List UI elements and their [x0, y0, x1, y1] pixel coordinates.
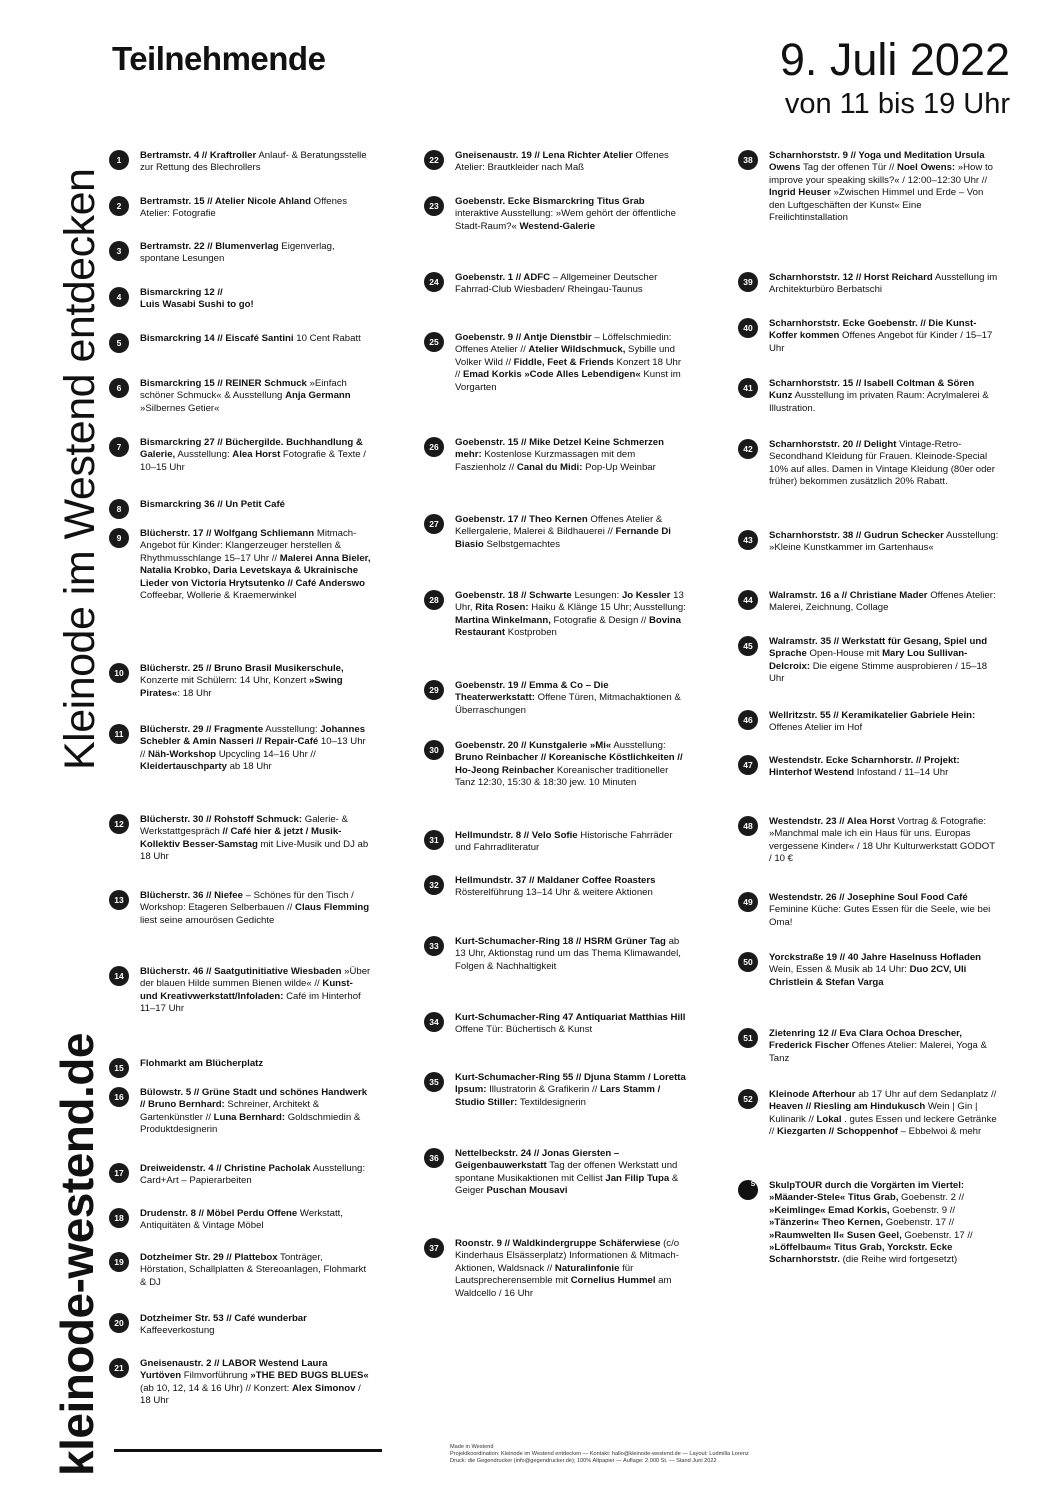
vertical-title: Kleinode im Westend entdecken: [56, 168, 104, 770]
entry-number-badge: 8: [109, 499, 129, 519]
participant-entry: [424, 1148, 686, 1198]
entry-number-badge: 45: [738, 636, 758, 656]
entry-number-badge: 27: [424, 514, 444, 534]
participant-entry: [109, 890, 371, 927]
entry-text: Goebenstr. 1 // ADFC – Allgemeiner Deutscher Fahrrad-Club Wiesbaden/ Rheingau-Taunus: [455, 272, 658, 296]
participant-entry: [424, 830, 686, 855]
participant-entry: [738, 1028, 1000, 1065]
entry-number-badge: 29: [424, 680, 444, 700]
entry-number-badge: 38: [738, 150, 758, 170]
entry-number-badge: 26: [424, 437, 444, 457]
participant-entry: [109, 437, 371, 474]
participant-entry: [738, 318, 1000, 355]
participant-entry: [109, 528, 371, 602]
entry-text: Roonstr. 9 // Waldkindergruppe Schäferwiese (c/o Kinderhaus Elsässerplatz) Informationen & Mitmach-Aktionen, Waldsnack // Naturalinfonie für Lautsprecherensemble mit Cornelius Hummel am Waldcello / 16 Uhr: [455, 1238, 680, 1299]
entry-number-badge: 9: [109, 528, 129, 548]
entry-number-badge: 39: [738, 272, 758, 292]
entry-number-badge: 24: [424, 272, 444, 292]
participant-entry: [424, 936, 686, 973]
participant-entry: [424, 680, 686, 717]
participant-entry: [424, 514, 686, 551]
entry-text: Gneisenaustr. 19 // Lena Richter Atelier Offenes Atelier: Brautkleider nach Maß: [455, 150, 669, 174]
entry-number-badge: 7: [109, 437, 129, 457]
entry-text: Walramstr. 35 // Werkstatt für Gesang, Spiel und Sprache Open-House mit Mary Lou Sullivan-Delcroix: Die eigene Stimme ausprobieren / 15–18 Uhr: [769, 636, 988, 685]
entry-number-badge: 48: [738, 816, 758, 836]
participant-entry: [109, 196, 371, 221]
entry-number-badge: 49: [738, 892, 758, 912]
entry-text: Goebenstr. 17 // Theo Kernen Offenes Atelier & Kellergalerie, Malerei & Bildhauerei // Fernande Di Biasio Selbstgemachtes: [455, 514, 671, 550]
entry-text: Blücherstr. 30 // Rohstoff Schmuck: Galerie- & Werkstattgespräch // Café hier & jetzt / Musik-Kollektiv Besser-Samstag mit Live-Musik und DJ ab 18 Uhr: [140, 814, 369, 863]
entry-number-badge: 34: [424, 1012, 444, 1032]
participant-entry: [424, 1072, 686, 1109]
participant-entry: [109, 1208, 371, 1233]
entry-text: Scharnhorststr. 15 // Isabell Coltman & Sören Kunz Ausstellung im privaten Raum: Acrylmalerei & Illustration.: [769, 378, 989, 414]
participant-entry: [109, 1163, 371, 1188]
entry-text: Dreiweidenstr. 4 // Christine Pacholak Ausstellung: Card+Art – Papierarbeiten: [140, 1163, 366, 1187]
participant-entry: [424, 437, 686, 474]
entry-number-badge: 31: [424, 830, 444, 850]
entry-number-badge: 28: [424, 590, 444, 610]
participant-entry: [738, 150, 1000, 224]
participant-entry: [738, 710, 1000, 735]
entry-number-badge: 21: [109, 1358, 129, 1378]
event-date: 9. Juli 2022: [779, 34, 1010, 85]
participant-entry: [109, 499, 371, 514]
entry-text: Goebenstr. 20 // Kunstgalerie »Mi« Ausstellung: Bruno Reinbacher // Koreanische Köstlichkeiten // Ho-Jeong Reinbacher Koreanischer traditioneller Tanz 12:30, 15:30 & 18:30 jew. 10 Minuten: [455, 740, 683, 789]
participant-entry: [424, 196, 686, 233]
entry-text: Drudenstr. 8 // Möbel Perdu Offene Werkstatt, Antiquitäten & Vintage Möbel: [140, 1208, 343, 1232]
participant-entry: [109, 150, 371, 175]
participant-entry: [738, 1180, 1000, 1267]
entry-number-badge: 11: [109, 724, 129, 744]
participant-entry: [109, 1087, 371, 1137]
entry-text: Goebenstr. Ecke Bismarckring Titus Grab interaktive Ausstellung: »Wem gehört der öffentliche Stadt-Raum?« Westend-Galerie: [455, 196, 676, 232]
participant-entry: [109, 1313, 371, 1338]
footer-line: Made in Westend: [450, 1444, 494, 1450]
entry-text: Goebenstr. 15 // Mike Detzel Keine Schmerzen mehr: Kostenlose Kurzmassagen mit dem Faszienholz // Canal du Midi: Pop-Up Weinbar: [455, 437, 665, 473]
participant-entry: [424, 1238, 686, 1300]
entry-number-badge: 1: [109, 150, 129, 170]
entry-text: Goebenstr. 19 // Emma & Co – Die Theaterwerkstatt: Offene Türen, Mitmachaktionen & Überraschungen: [455, 680, 681, 716]
entry-text: Scharnhorststr. Ecke Goebenstr. // Die Kunst-Koffer kommen Offenes Angebot für Kinder / 15–17 Uhr: [769, 318, 993, 354]
participant-entry: [109, 724, 371, 774]
entry-number-badge: 44: [738, 590, 758, 610]
entry-text: Bertramstr. 22 // Blumenverlag Eigenverlag, spontane Lesungen: [140, 241, 335, 265]
participant-entry: [738, 952, 1000, 989]
entry-text: Gneisenaustr. 2 // LABOR Westend Laura Yurtöven Filmvorführung »THE BED BUGS BLUES« (ab 10, 12, 14 & 16 Uhr) // Konzert: Alex Simonov / 18 Uhr: [140, 1358, 369, 1407]
entry-number-badge: 22: [424, 150, 444, 170]
entry-number-badge: 14: [109, 966, 129, 986]
entry-number-badge: 12: [109, 814, 129, 834]
participant-entry: [109, 1358, 371, 1408]
entry-text: Goebenstr. 18 // Schwarte Lesungen: Jo Kessler 13 Uhr, Rita Rosen: Haiku & Klänge 15 Uhr; Ausstellung: Martina Winkelmann, Fotografie & Design // Bovina Restaurant Kostproben: [455, 590, 686, 639]
entry-text: Bismarckring 36 // Un Petit Café: [140, 499, 286, 510]
entry-text: Bismarckring 27 // Büchergilde. Buchhandlung & Galerie, Ausstellung: Alea Horst Fotografie & Texte / 10–15 Uhr: [140, 437, 366, 473]
entry-number-badge: 20: [109, 1313, 129, 1333]
entry-text: Westendstr. 26 // Josephine Soul Food Café Feminine Küche: Gutes Essen für die Seele, wie bei Oma!: [769, 892, 991, 928]
participant-entry: [738, 530, 1000, 555]
entry-text: Scharnhorststr. 12 // Horst Reichard Ausstellung im Architekturbüro Berbatschi: [769, 272, 998, 296]
entry-number-badge: 32: [424, 875, 444, 895]
entry-number-badge: 15: [109, 1058, 129, 1078]
footer: [450, 1444, 890, 1466]
entry-text: Bismarckring 12 // Luis Wasabi Sushi to go!: [140, 287, 254, 311]
vertical-url: kleinode-westend.de: [51, 1033, 103, 1476]
entry-number-badge: 43: [738, 530, 758, 550]
participant-entry: [424, 150, 686, 175]
participant-entry: [738, 1089, 1000, 1139]
entry-number-badge: 10: [109, 663, 129, 683]
entry-number-badge: 36: [424, 1148, 444, 1168]
entry-number-badge: 46: [738, 710, 758, 730]
participant-entry: [424, 740, 686, 790]
footer-line: Projektkoordination: Kleinode im Westend entdecken — Kontakt: hallo@kleinode-westend.de — Layout: Ludmilla Lorenz: [450, 1451, 749, 1458]
entry-number-badge: 13: [109, 890, 129, 910]
participant-entry: [109, 378, 371, 415]
entry-number-badge: 52: [738, 1089, 758, 1109]
participant-entry: [424, 590, 686, 640]
entry-number-badge: 23: [424, 196, 444, 216]
participant-entry: [109, 814, 371, 864]
entry-number-badge: 42: [738, 439, 758, 459]
participant-entry: [424, 272, 686, 297]
entry-text: Yorckstraße 19 // 40 Jahre Haselnuss Hofladen Wein, Essen & Musik ab 14 Uhr: Duo 2CV, Uli Christlein & Stefan Varga: [769, 952, 982, 988]
entry-number-badge: 47: [738, 755, 758, 775]
entry-text: Dotzheimer Str. 53 // Café wunderbar Kaffeeverkostung: [140, 1313, 307, 1337]
entry-text: Scharnhorststr. 9 // Yoga und Meditation Ursula Owens Tag der offenen Tür // Noel Owens: »How to improve your speaking skills?« / 12:00–12:30 Uhr // Ingrid Heuser »Zwischen Himmel und Erde – Von den Luftgeschäften der Kunst« Eine Freilichtinstallation: [769, 150, 993, 224]
participant-entry: [109, 287, 371, 312]
footer-line: Druck: die Gegendrucker (info@gegendrucker.de); 100% Altpapier — Auflage: 2.000 St. — Stand Juni 2022: [450, 1458, 717, 1465]
entry-text: Hellmundstr. 8 // Velo Sofie Historische Fahrräder und Fahrradliteratur: [455, 830, 673, 854]
entry-number-badge: 50: [738, 952, 758, 972]
participant-entry: [424, 1012, 686, 1037]
entry-text: Dotzheimer Str. 29 // Plattebox Tonträger, Hörstation, Schallplatten & Stereoanlagen, Flohmarkt & DJ: [140, 1252, 367, 1288]
entry-number-badge: 40: [738, 318, 758, 338]
entry-number-badge: 30: [424, 740, 444, 760]
participant-entry: [738, 892, 1000, 929]
participant-entry: [109, 966, 371, 1016]
participant-entry: [738, 439, 1000, 489]
entry-number-badge: 5: [109, 333, 129, 353]
participant-entry: [738, 378, 1000, 415]
entry-number-badge: 37: [424, 1238, 444, 1258]
participant-entry: [424, 875, 686, 900]
participant-entry: [109, 333, 371, 348]
participant-entry: [738, 590, 1000, 615]
entry-number-badge: 41: [738, 378, 758, 398]
participant-entry: [424, 332, 686, 394]
participant-entry: [109, 241, 371, 266]
participant-entry: [738, 272, 1000, 297]
participant-entry: [109, 1252, 371, 1289]
entry-number-badge: 35: [424, 1072, 444, 1092]
entry-number-badge: 33: [424, 936, 444, 956]
entry-text: Blücherstr. 36 // Niefee – Schönes für den Tisch / Workshop: Etageren Selberbauen // Claus Flemming liest seine amourösen Gedichte: [140, 890, 370, 926]
entry-number-badge: 18: [109, 1208, 129, 1228]
entry-text: Wellritzstr. 55 // Keramikatelier Gabriele Hein: Offenes Atelier im Hof: [769, 710, 976, 734]
entry-text: Kleinode Afterhour ab 17 Uhr auf dem Sedanplatz // Heaven // Riesling am Hindukusch Wein | Gin | Kulinarik // Lokal . gutes Essen und leckere Getränke // Kiezgarten // Schoppenhof – Ebbelwoi & mehr: [769, 1089, 997, 1138]
entry-text: Bertramstr. 4 // Kraftroller Anlauf- & Beratungsstelle zur Rettung des Blechrollers: [140, 150, 367, 174]
entry-text: SkulpTOUR durch die Vorgärten im Viertel: »Mäander-Stele« Titus Grab, Goebenstr. 2 // »Keimlinge« Emad Korkis, Goebenstr. 9 // »Tänzerin« Theo Kernen, Goebenstr. 17 // »Raumwelten II« Susen Geel, Goebenstr. 17 // »Löffelbaum« Titus Grab, Yorckstr. Ecke Scharnhorststr. (die Reihe wird fortgesetzt): [769, 1180, 973, 1266]
entry-text: Kurt-Schumacher-Ring 55 // Djuna Stamm / Loretta Ipsum: Illustratorin & Grafikerin // Lars Stamm / Studio Stiller: Textildesignerin: [455, 1072, 686, 1108]
entry-text: Bismarckring 14 // Eiscafé Santini 10 Cent Rabatt: [140, 333, 361, 344]
entry-number-badge: 6: [109, 378, 129, 398]
entry-text: Blücherstr. 17 // Wolfgang Schliemann Mitmach-Angebot für Kinder: Klangerzeuger herstellen & Rhythmusschlange 15–17 Uhr // Malerei Anna Bieler, Natalia Krobko, Daria Levetskaya & Ukrainische Lieder von Victoria Hrytsutenko // Café Anderswo Coffeebar, Wollerie & Kraemerwinkel: [140, 528, 371, 602]
participant-entry: [738, 636, 1000, 686]
entry-text: Goebenstr. 9 // Antje Dienstbir – Löffelschmiedin: Offenes Atelier // Atelier Wildschmuck, Sybille und Volker Wild // Fiddle, Feet & Friends Konzert 18 Uhr // Emad Korkis »Code Alles Lebendigen« Kunst im Vorgarten: [455, 332, 682, 393]
entry-text: Westendstr. Ecke Scharnhorstr. // Projekt: Hinterhof Westend Infostand / 11–14 Uhr: [769, 755, 960, 779]
entry-text: Bertramstr. 15 // Atelier Nicole Ahland Offenes Atelier: Fotografie: [140, 196, 348, 220]
entry-text: Bismarckring 15 // REINER Schmuck »Einfach schöner Schmuck« & Ausstellung Anja Germann »Silbernes Getier«: [140, 378, 351, 414]
participant-entry: [109, 663, 371, 700]
footer-rule: [114, 1449, 382, 1452]
entry-text: Westendstr. 23 // Alea Horst Vortrag & Fotografie: »Manchmal male ich ein Haus für uns. Europas vergessene Kinder« / 18 Uhr Kulturwerkstatt GODOT / 10 €: [769, 816, 995, 865]
entry-text: Nettelbeckstr. 24 // Jonas Giersten – Geigenbauwerkstatt Tag der offenen Werkstatt und spontane Musikaktionen mit Cellist Jan Filip Tupa & Geiger Puschan Mousavi: [455, 1148, 679, 1197]
entry-text: Scharnhorststr. 38 // Gudrun Schecker Ausstellung: »Kleine Kunstkammer im Gartenhaus«: [769, 530, 999, 554]
entry-text: Blücherstr. 29 // Fragmente Ausstellung: Johannes Schebler & Amin Nasseri // Repair-Café 10–13 Uhr // Näh-Workshop Upcycling 14–16 Uhr // Kleidertauschparty ab 18 Uhr: [140, 724, 366, 773]
entry-number-badge: 4: [109, 287, 129, 307]
entry-number-badge: 25: [424, 332, 444, 352]
entry-text: Kurt-Schumacher-Ring 18 // HSRM Grüner Tag ab 13 Uhr, Aktionstag rund um das Thema Klimawandel, Folgen & Nachhaltigkeit: [455, 936, 681, 972]
participant-entry: [109, 1058, 371, 1073]
entry-number-badge: 17: [109, 1163, 129, 1183]
page-heading: Teilnehmende: [112, 40, 326, 77]
entry-text: Zietenring 12 // Eva Clara Ochoa Drescher, Frederick Fischer Offenes Atelier: Malerei, Yoga & Tanz: [769, 1028, 987, 1064]
entry-number-badge: 3: [109, 241, 129, 261]
entry-number-badge: 51: [738, 1028, 758, 1048]
entry-number-badge: 2: [109, 196, 129, 216]
entry-text: Bülowstr. 5 // Grüne Stadt und schönes Handwerk // Bruno Bernhard: Schreiner, Architekt & Gartenkünstler // Luna Bernhard: Goldschmiedin & Produktdesignerin: [140, 1087, 368, 1136]
entry-text: Blücherstr. 46 // Saatgutinitiative Wiesbaden »Über der blauen Hilde summen Bienen wilde« // Kunst- und Kreativwerkstatt/Infoladen: Café im Hinterhof 11–17 Uhr: [140, 966, 371, 1015]
entry-text: Hellmundstr. 37 // Maldaner Coffee Roasters Rösterelführung 13–14 Uhr & weitere Aktionen: [455, 875, 656, 899]
entry-number-badge: 19: [109, 1252, 129, 1272]
entry-text: Blücherstr. 25 // Bruno Brasil Musikerschule, Konzerte mit Schülern: 14 Uhr, Konzert »Swing Pirates«: 18 Uhr: [140, 663, 344, 699]
event-time: von 11 bis 19 Uhr: [784, 88, 1010, 120]
entry-text: Flohmarkt am Blücherplatz: [140, 1058, 264, 1069]
entry-text: Kurt-Schumacher-Ring 47 Antiquariat Matthias Hill Offene Tür: Büchertisch & Kunst: [455, 1012, 686, 1036]
entry-number-badge: S: [738, 1180, 758, 1200]
entry-text: Walramstr. 16 a // Christiane Mader Offenes Atelier: Malerei, Zeichnung, Collage: [769, 590, 996, 614]
entry-number-badge: 16: [109, 1087, 129, 1107]
entry-text: Scharnhorststr. 20 // Delight Vintage-Retro-Secondhand Kleidung für Frauen. Kleinode-Special 10% auf alles. Damen in Vintage Kleidung (80er oder früher) bekommen zusätzlich 20% Rabatt.: [769, 439, 995, 488]
participant-entry: [738, 755, 1000, 780]
participant-entry: [738, 816, 1000, 866]
